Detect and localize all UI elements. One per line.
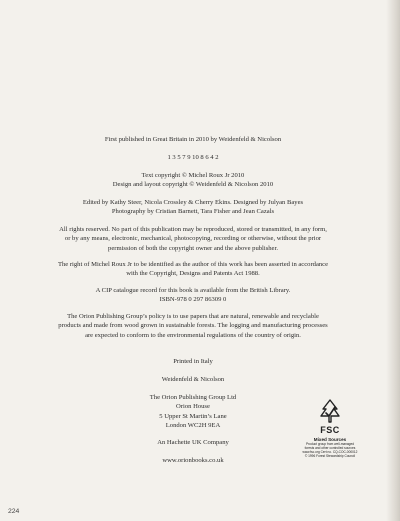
- fsc-word: FSC: [320, 425, 340, 435]
- moral-rights-line-2: with the Copyright, Designs and Patents Act 1988.: [126, 270, 260, 278]
- rights-line-1: All rights reserved. No part of this publication may be reproduced, stored or transmitted, in any form,: [59, 226, 327, 233]
- rights-line-2: or by any means, electronic, mechanical, photocopying, recording or otherwise, without the prior: [64, 235, 322, 243]
- fsc-certification-mark: [298, 398, 362, 458]
- moral-rights-line-1: The right of Michel Roux Jr to be identified as the author of this work has been asserted in accordance: [57, 261, 329, 268]
- hachette-company: An Hachette UK Company: [157, 439, 229, 446]
- fsc-mixed-sources-label: Mixed Sources: [313, 437, 347, 442]
- first-published-text: First published in Great Britain in 2010 by Weidenfeld & Nicolson: [104, 136, 282, 143]
- publisher-city: London WC2H 9EA: [165, 422, 221, 430]
- paper-policy-block: [30, 312, 356, 340]
- publisher-group: The Orion Publishing Group Ltd: [149, 394, 237, 401]
- first-published-line: [30, 135, 356, 144]
- policy-line-2: products and made from wood grown in sustainable forests. The logging and manufacturing processes: [58, 322, 328, 330]
- fsc-controlled-sources-text: forests and other controlled sources: [304, 446, 356, 450]
- publisher-website: www.orionbooks.co.uk: [162, 457, 224, 464]
- page-spine-shadow: [386, 0, 400, 521]
- isbn: ISBN-978 0 297 86309 0: [159, 296, 227, 304]
- cip-block: [30, 286, 356, 305]
- policy-line-3: are expected to conform to the environmental regulations of the country of origin.: [85, 331, 301, 339]
- editors-designer-credit: Edited by Kathy Steer, Nicola Crossley & Cherry Ekins. Designed by Julyan Bayes: [82, 199, 304, 206]
- printing-numbers: 1 3 5 7 9 10 8 6 4 2: [167, 154, 219, 161]
- printing-line: [30, 153, 356, 162]
- photography-credit: Photography by Cristian Barnett, Tara Fisher and Jean Cazals: [111, 208, 275, 216]
- fsc-cert-number: www.fsc.org Cert no. CQ-COC-000012: [302, 450, 358, 454]
- fsc-tree-check-icon: [318, 398, 342, 424]
- publisher-street: 5 Upper St Martin’s Lane: [159, 412, 227, 420]
- rights-line-3: permission of both the copyright owner and the above publisher.: [108, 244, 278, 252]
- printed-in-line: [30, 357, 356, 366]
- cip-record: A CIP catalogue record for this book is available from the British Library.: [95, 287, 291, 294]
- rights-reserved-block: [30, 225, 356, 253]
- fsc-copyright: © 1996 Forest Stewardship Council: [304, 454, 356, 458]
- policy-line-1: The Orion Publishing Group’s policy is to use papers that are natural, renewable and recyclable: [67, 313, 319, 320]
- credits-block: [30, 198, 356, 217]
- imprint-line: [30, 375, 356, 384]
- moral-rights-block: [30, 260, 356, 279]
- text-copyright: Text copyright © Michel Roux Jr 2010: [141, 172, 245, 179]
- design-copyright: Design and layout copyright © Weidenfeld & Nicolson 2010: [112, 181, 274, 189]
- printed-in: Printed in Italy: [173, 358, 213, 365]
- publisher-house: Orion House: [176, 403, 210, 411]
- fsc-product-group-text: Product group from well-managed: [305, 442, 354, 446]
- page-number: 224: [8, 508, 20, 515]
- imprint-name: Weidenfeld & Nicolson: [161, 376, 225, 383]
- copyright-block: [30, 171, 356, 190]
